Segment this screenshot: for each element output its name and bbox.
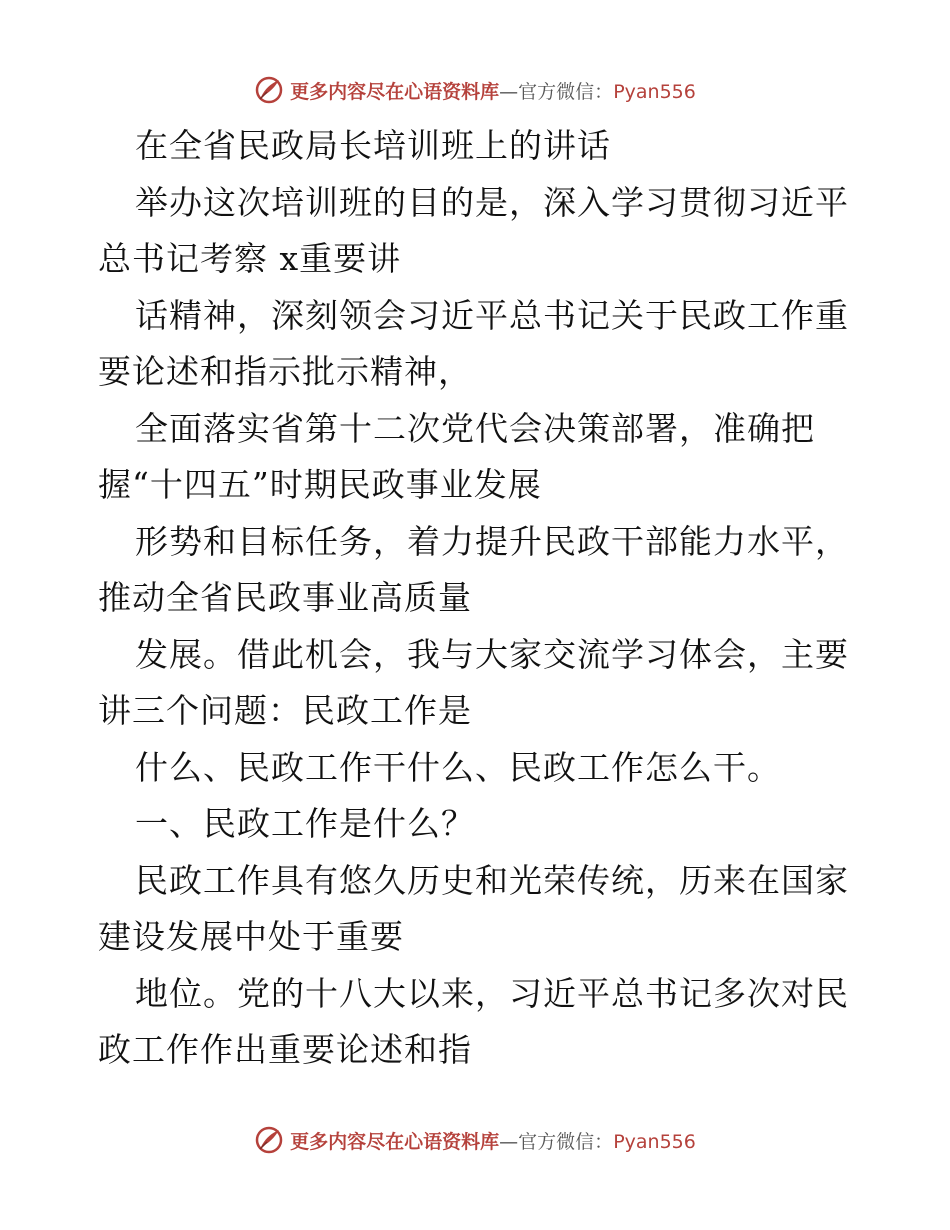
paragraph-line: 地位。党的十八大以来，习近平总书记多次对民 [135, 973, 849, 1013]
paragraph-line: 讲三个问题：民政工作是 [98, 691, 472, 730]
paragraph-line: 推动全省民政事业高质量 [98, 578, 472, 617]
paragraph-line: 要论述和指示批示精神， [98, 352, 472, 391]
paragraph-line: 举办这次培训班的目的是，深入学习贯彻习近平 [135, 182, 849, 222]
footer-banner [0, 1122, 950, 1158]
paragraph-line: 政工作作出重要论述和指 [98, 1030, 472, 1069]
header-banner-separator: —官方微信： [499, 80, 614, 103]
paragraph-line: 建设发展中处于重要 [98, 917, 404, 956]
paragraph-line: 发展。借此机会，我与大家交流学习体会，主要 [135, 634, 849, 674]
footer-banner-separator: —官方微信： [499, 1130, 614, 1153]
red-quill-logo-icon [254, 75, 284, 105]
header-banner-account: Pyan556 [613, 80, 696, 103]
paragraph-line: 总书记考察 x重要讲 [98, 239, 402, 278]
footer-banner-text [290, 1127, 696, 1154]
footer-banner-account: Pyan556 [613, 1130, 696, 1153]
paragraph-line: 民政工作具有悠久历史和光荣传统，历来在国家 [135, 860, 849, 900]
paragraph-line: 全面落实省第十二次党代会决策部署，准确把 [135, 408, 815, 448]
section-heading: 一、民政工作是什么？ [135, 804, 475, 843]
paragraph-line: 话精神，深刻领会习近平总书记关于民政工作重 [135, 295, 849, 335]
paragraph-line: 形势和目标任务，着力提升民政干部能力水平， [135, 521, 849, 561]
header-banner-text [290, 77, 696, 104]
header-banner [0, 72, 950, 108]
header-banner-main: 更多内容尽在心语资料库 [290, 80, 500, 103]
paragraph-line: 握“十四五”时期民政事业发展 [98, 465, 542, 504]
document-title: 在全省民政局长培训班上的讲话 [135, 126, 611, 165]
document-body [98, 118, 858, 1079]
paragraph-line: 什么、民政工作干什么、民政工作怎么干。 [135, 747, 781, 787]
red-quill-logo-icon [254, 1125, 284, 1155]
footer-banner-main: 更多内容尽在心语资料库 [290, 1130, 500, 1153]
